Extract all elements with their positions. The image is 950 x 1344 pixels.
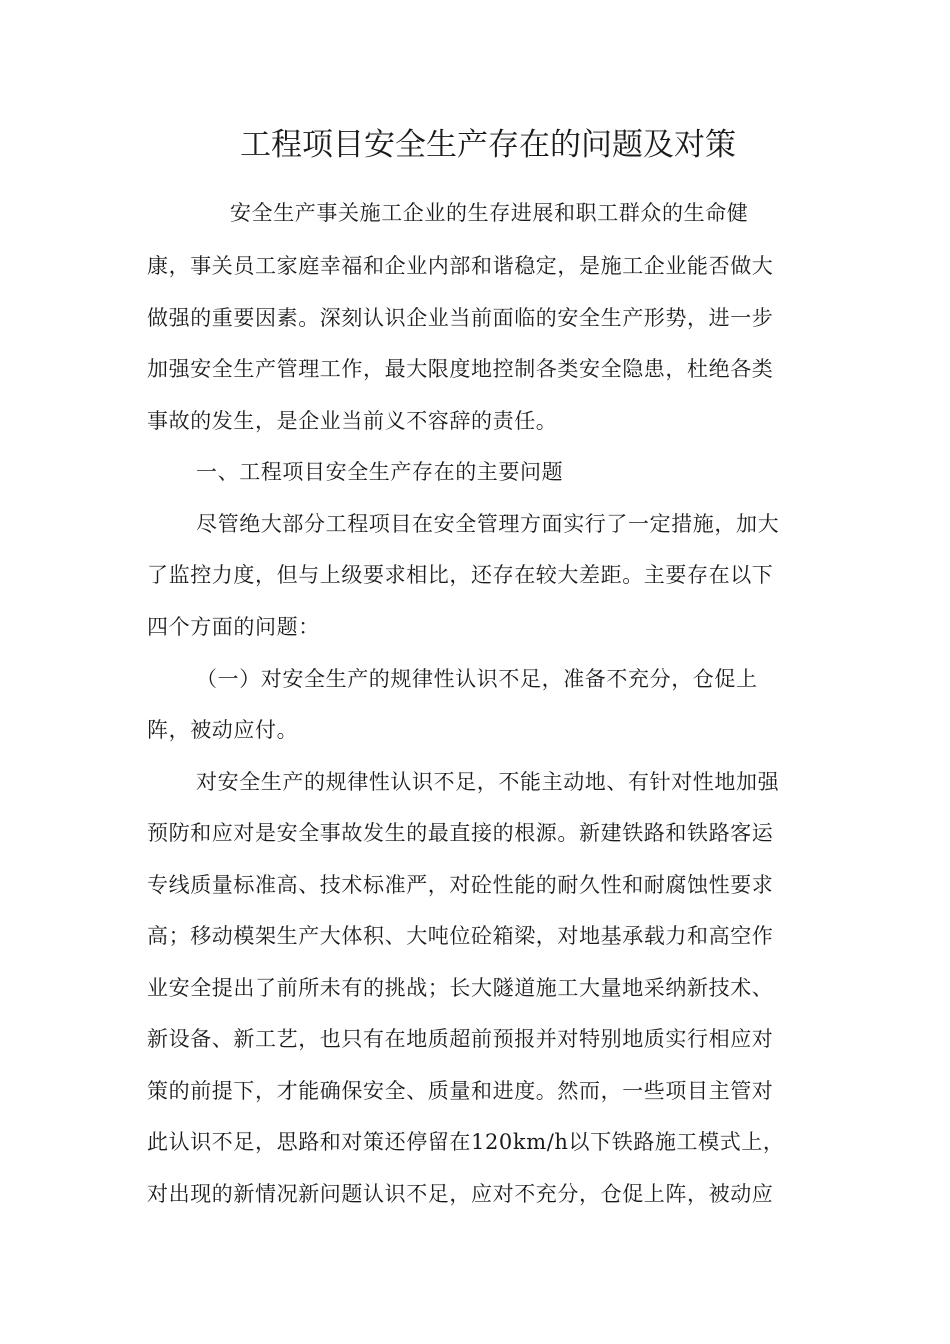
paragraph-line: 高；移动模架生产大体积、大吨位砼箱梁，对地基承载力和高空作 [147,924,774,948]
document-title: 工程项目安全生产存在的问题及对策 [240,127,736,163]
paragraph-line: 对出现的新情况新问题认识不足，应对不充分，仓促上阵，被动应 [147,1182,774,1206]
paragraph-line: 策的前提下，才能确保安全、质量和进度。然而，一些项目主管对 [147,1079,774,1103]
subsection-heading-cont: 阵，被动应付。 [147,718,299,742]
paragraph-line: 业安全提出了前所未有的挑战；长大隧道施工大量地采纳新技术、 [147,976,774,1000]
paragraph-line: 尽管绝大部分工程项目在安全管理方面实行了一定措施，加大 [196,512,780,536]
paragraph-line: 事故的发生，是企业当前义不容辞的责任。 [147,409,558,433]
paragraph-line: 对安全生产的规律性认识不足，不能主动地、有针对性地加强 [196,770,780,794]
subsection-heading: （一）对安全生产的规律性认识不足，准备不充分，仓促上 [196,667,758,691]
paragraph-line: 做强的重要因素。深刻认识企业当前面临的安全生产形势，进一步 [147,306,774,330]
paragraph-line: 专线质量标准高、技术标准严，对砼性能的耐久性和耐腐蚀性要求 [147,873,774,897]
paragraph-line: 了监控力度，但与上级要求相比，还存在较大差距。主要存在以下 [147,563,774,587]
section-heading: 一、工程项目安全生产存在的主要问题 [196,460,564,484]
paragraph-line: 此认识不足，思路和对策还停留在120km/h以下铁路施工模式上， [147,1130,785,1154]
paragraph-line: 新设备、新工艺，也只有在地质超前预报并对特别地质实行相应对 [147,1027,774,1051]
paragraph-line: 加强安全生产管理工作，最大限度地控制各类安全隐患，杜绝各类 [147,357,774,381]
paragraph-line: 预防和应对是安全事故发生的最直接的根源。新建铁路和铁路客运 [147,821,774,845]
paragraph-line: 康，事关员工家庭幸福和企业内部和谐稳定，是施工企业能否做大 [147,254,774,278]
paragraph-line: 四个方面的问题： [147,615,320,639]
paragraph-line: 安全生产事关施工企业的生存进展和职工群众的生命健 [230,201,749,225]
